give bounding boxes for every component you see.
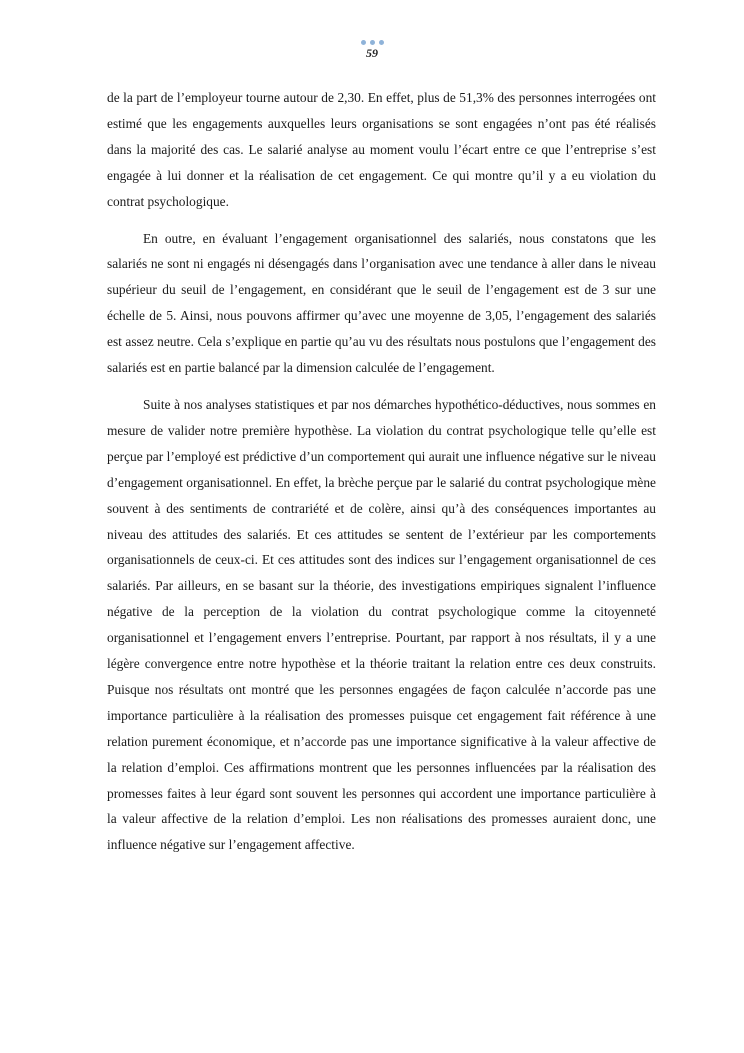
dot-icon [370, 40, 375, 45]
page-body [107, 85, 656, 858]
page-header [0, 40, 744, 60]
paragraph-hypothesis: Suite à nos analyses statistiques et par nos démarches hypothético-déductives, nous sommes en mesure de valider notre première hypothèse. La violation du contrat psychologique telle qu’elle est perçue par l’employé est prédictive d’un comportement qui aurait une influence négative sur le niveau d’engagement organisationnel. En effet, la brèche perçue par le salarié du contrat psychologique mène souvent à des sentiments de contrariété et de colère, ainsi qu’à des conséquences importantes au niveau des attitudes des salariés. Et ces attitudes se sentent de l’extérieur par les comportements organisationnels de ceux-ci. Et ces attitudes sont des indices sur l’engagement organisationnel de ces salariés. Par ailleurs, en se basant sur la théorie, des investigations empiriques signalent l’influence négative de la perception de la violation du contrat psychologique comme la citoyenneté organisationnel et l’engagement envers l’entreprise. Pourtant, par rapport à nos résultats, il y a une légère convergence entre notre hypothèse et la théorie traitant la relation entre ces deux construits. Puisque nos résultats ont montré que les personnes engagées de façon calculée n’accorde pas une importance particulière à la réalisation des promesses puisque cet engagement fait référence à une relation purement économique, et n’accorde pas une importance significative à la valeur affective de la relation d’emploi. Ces affirmations montrent que les personnes influencées par la réalisation des promesses faites à leur égard sont souvent les personnes qui accordent une importance particulière à la valeur affective de la relation d’emploi. Les non réalisations des promesses auraient donc, une influence négative sur l’engagement affective. [107, 396, 656, 853]
dot-icon [379, 40, 384, 45]
paragraph-continued: de la part de l’employeur tourne autour de 2,30. En effet, plus de 51,3% des personnes interrogées ont estimé que les engagements auxquelles leurs organisations se sont engagées n’ont pas été réalisés dans la majorité des cas. Le salarié analyse au moment voulu l’écart entre ce que l’entreprise s’est engagée à lui donner et la réalisation de cet engagement. Ce qui montre qu’il y a eu violation du contrat psychologique. [107, 90, 656, 209]
paragraph-engagement: En outre, en évaluant l’engagement organisationnel des salariés, nous constatons que les salariés ne sont ni engagés ni désengagés dans l’organisation avec une tendance à aller dans le niveau supérieur du seuil de l’engagement, en considérant que le seuil de l’engagement est de 3 sur une échelle de 5. Ainsi, nous pouvons affirmer qu’avec une moyenne de 3,05, l’engagement des salariés est assez neutre. Cela s’explique en partie qu’au vu des résultats nous postulons que l’engagement des salariés est en partie balancé par la dimension calculée de l’engagement. [107, 230, 656, 376]
page-number: 59 [366, 46, 378, 60]
dot-icon [361, 40, 366, 45]
